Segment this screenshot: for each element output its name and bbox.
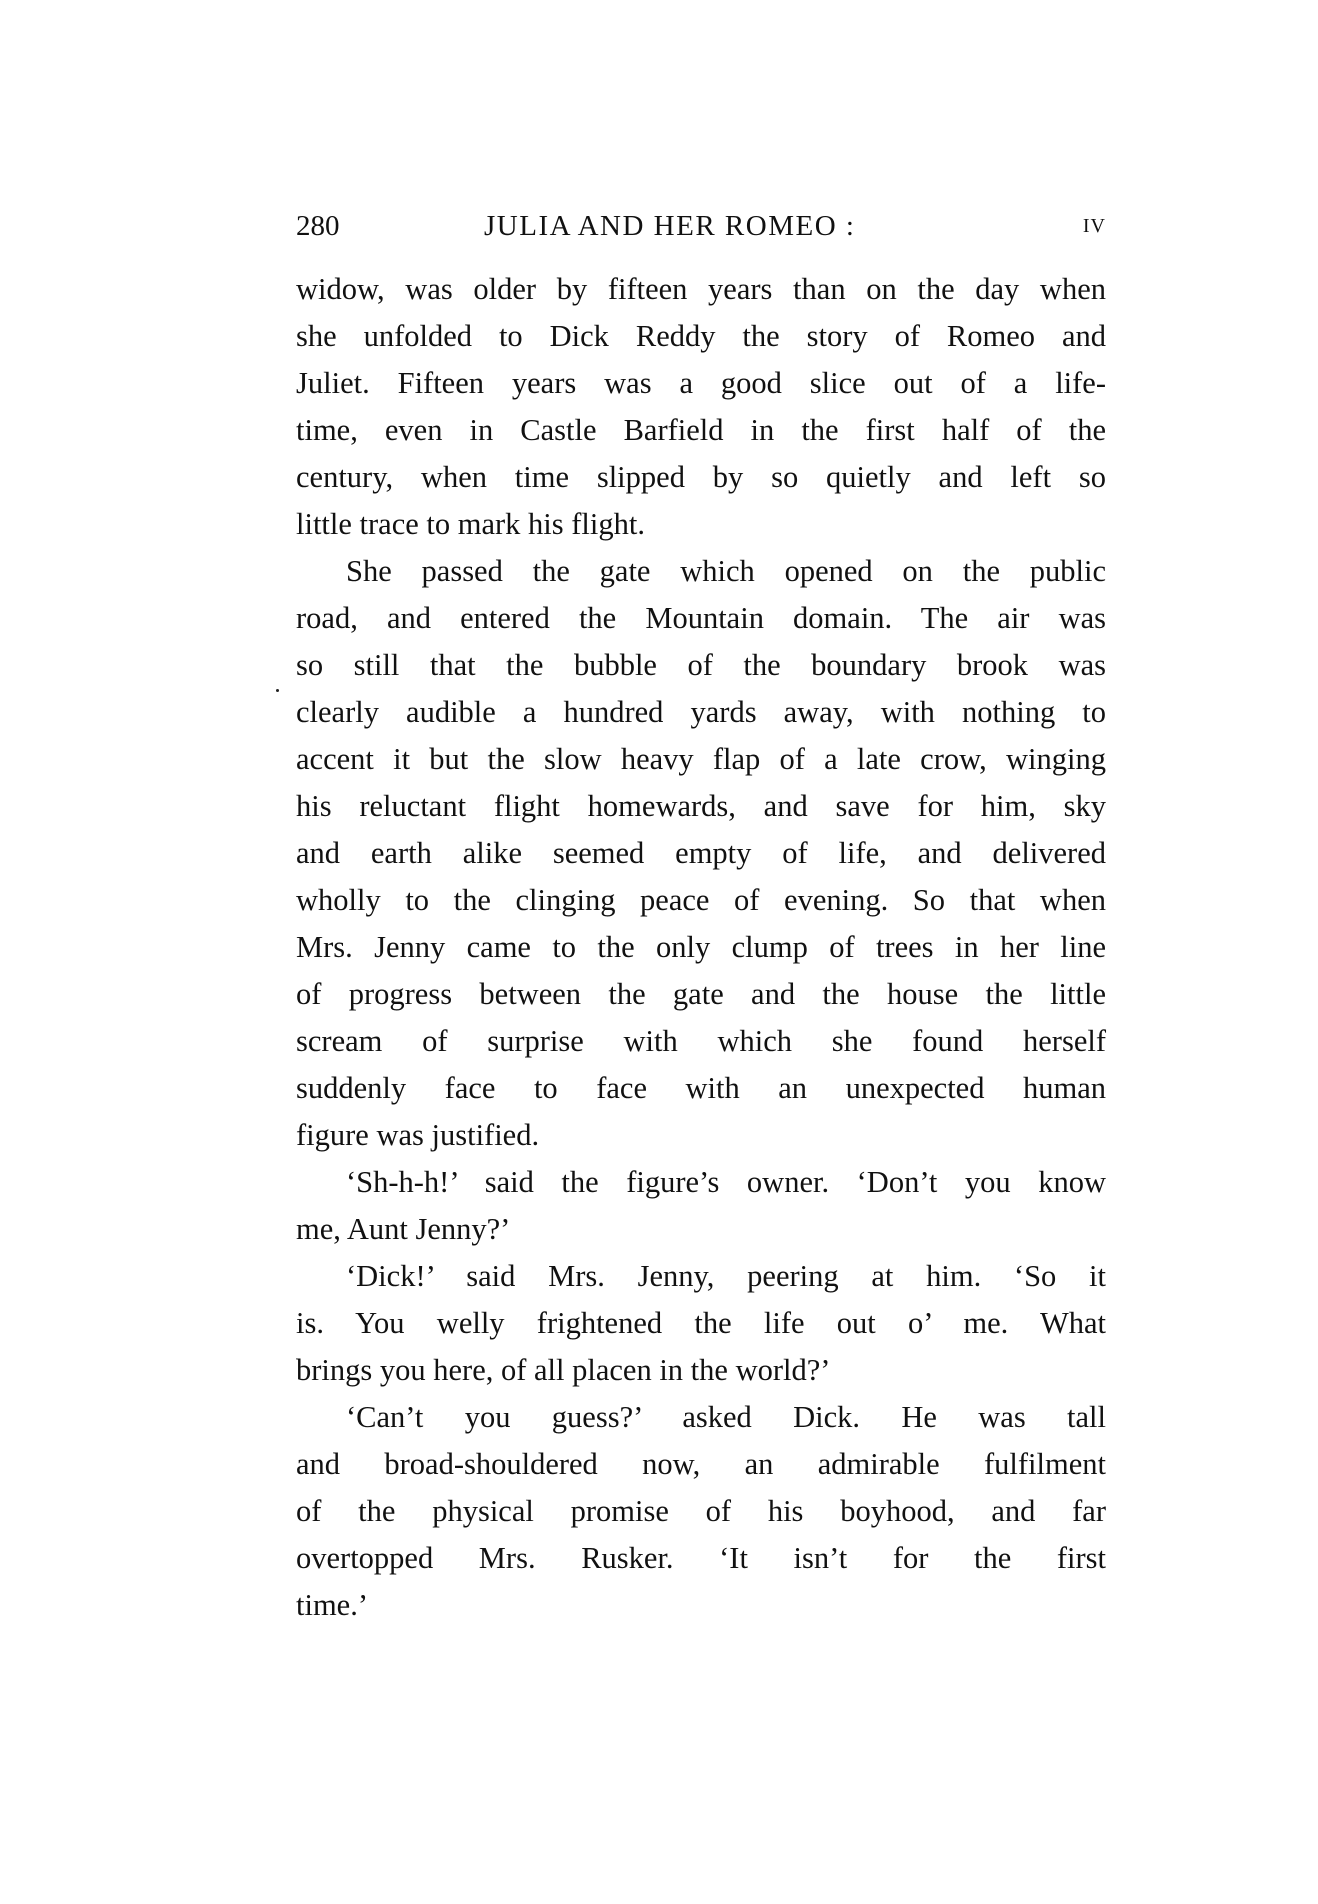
chapter-number: IV	[1082, 215, 1106, 237]
text-line: of progress between the gate and the house the little	[296, 977, 1106, 1011]
text-line: century, when time slipped by so quietly and left so	[296, 460, 1106, 494]
paragraph	[296, 266, 1106, 548]
text-line: widow, was older by fifteen years than on the day when	[296, 272, 1106, 306]
text-line: brings you here, of all placen in the world?’	[296, 1353, 831, 1387]
text-line: and earth alike seemed empty of life, and delivered	[296, 836, 1106, 870]
page-number: 280	[296, 210, 340, 242]
text-line: is. You welly frightened the life out o’ me. What	[296, 1306, 1106, 1340]
text-line: road, and entered the Mountain domain. The air was	[296, 601, 1106, 635]
text-line: figure was justified.	[296, 1118, 540, 1152]
text-line: of the physical promise of his boyhood, and far	[296, 1494, 1106, 1528]
margin-mark	[276, 689, 279, 692]
text-line: time.’	[296, 1588, 368, 1622]
text-line: ‘Sh-h-h!’ said the figure’s owner. ‘Don’t you know	[346, 1165, 1106, 1199]
paragraph	[296, 548, 1106, 1159]
text-line: suddenly face to face with an unexpected human	[296, 1071, 1106, 1105]
text-line: scream of surprise with which she found herself	[296, 1024, 1106, 1058]
text-line: time, even in Castle Barfield in the first half of the	[296, 413, 1106, 447]
text-line: Juliet. Fifteen years was a good slice out of a life-	[296, 366, 1106, 400]
text-line: little trace to mark his flight.	[296, 507, 645, 541]
paragraph	[296, 1394, 1106, 1629]
text-line: me, Aunt Jenny?’	[296, 1212, 511, 1246]
text-line: clearly audible a hundred yards away, with nothing to	[296, 695, 1106, 729]
text-line: ‘Can’t you guess?’ asked Dick. He was tall	[346, 1400, 1106, 1434]
text-line: Mrs. Jenny came to the only clump of trees in her line	[296, 930, 1106, 964]
paragraph	[296, 1159, 1106, 1253]
text-line: accent it but the slow heavy flap of a late crow, winging	[296, 742, 1106, 776]
body-text	[296, 266, 1106, 1629]
text-line: She passed the gate which opened on the public	[346, 554, 1106, 588]
running-head	[296, 206, 1106, 246]
text-line: she unfolded to Dick Reddy the story of Romeo and	[296, 319, 1106, 353]
text-line: and broad-shouldered now, an admirable fulfilment	[296, 1447, 1106, 1481]
text-line: overtopped Mrs. Rusker. ‘It isn’t for the first	[296, 1541, 1106, 1575]
text-line: so still that the bubble of the boundary brook was	[296, 648, 1106, 682]
text-line: ‘Dick!’ said Mrs. Jenny, peering at him. ‘So it	[346, 1259, 1106, 1293]
text-line: his reluctant flight homewards, and save for him, sky	[296, 789, 1106, 823]
paragraph	[296, 1253, 1106, 1394]
text-line: wholly to the clinging peace of evening. So that when	[296, 883, 1106, 917]
running-title: JULIA AND HER ROMEO :	[484, 210, 856, 242]
